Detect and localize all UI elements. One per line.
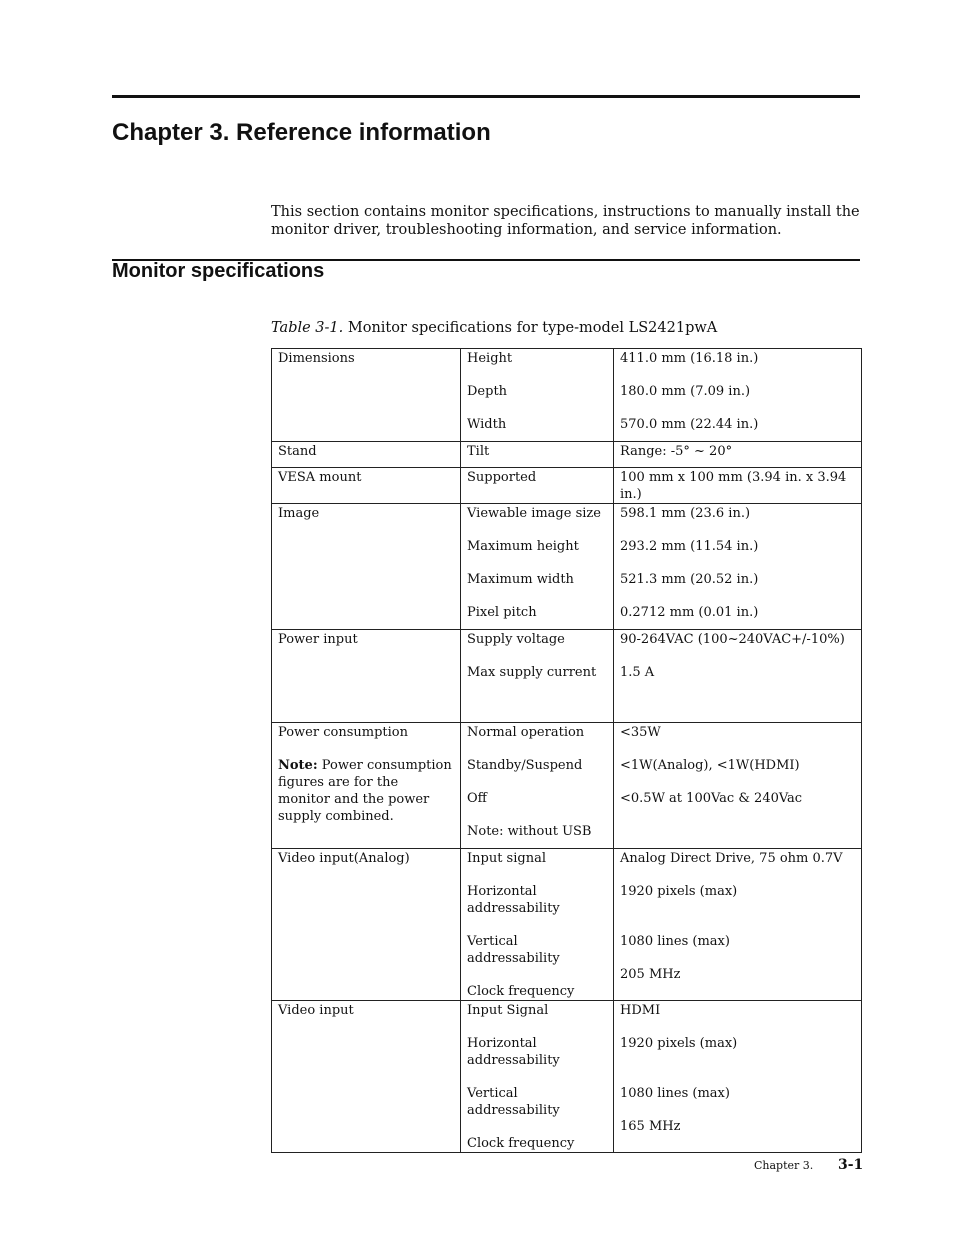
spec-label: Tilt [467, 444, 490, 459]
spec-value: 521.3 mm (20.52 in.) [620, 572, 759, 587]
power-note [278, 757, 454, 825]
page-number: 3-1 [838, 1157, 864, 1173]
footer-chapter-label: Chapter 3. [754, 1159, 814, 1172]
spec-value: 205 MHz [620, 967, 681, 982]
row-label-cell [461, 349, 614, 442]
spec-label: Clock frequency [467, 1136, 575, 1151]
spec-value: Range: -5° ~ 20° [620, 444, 733, 459]
spec-label: Horizontal addressability [467, 884, 560, 916]
row-name: Image [278, 506, 320, 521]
spec-table [271, 348, 862, 1153]
table-row [272, 504, 862, 630]
spec-value: 598.1 mm (23.6 in.) [620, 506, 751, 521]
spec-label: Input signal [467, 851, 546, 866]
table-caption [271, 319, 717, 337]
section-title: Monitor specifications [112, 260, 325, 282]
spec-label: Normal operation [467, 725, 585, 740]
spec-label: Horizontal addressability [467, 1036, 560, 1068]
row-name: Dimensions [278, 351, 355, 366]
spec-value: <35W [620, 725, 661, 740]
table-row [272, 349, 862, 442]
table-row [272, 1001, 862, 1153]
spec-value: 1920 pixels (max) [620, 1036, 738, 1051]
spec-label: Width [467, 417, 507, 432]
spec-value: Analog Direct Drive, 75 ohm 0.7V [620, 851, 843, 866]
spec-value: 293.2 mm (11.54 in.) [620, 539, 759, 554]
spec-label: Pixel pitch [467, 605, 537, 620]
spec-label: Off [467, 791, 487, 806]
row-name: Power input [278, 632, 358, 647]
spec-label: Viewable image size [467, 506, 601, 521]
table-row [272, 849, 862, 1001]
note-text: Power consumption figures are for the monitor and the power supply combined. [278, 758, 452, 824]
spec-value: HDMI [620, 1003, 661, 1018]
spec-value: 1920 pixels (max) [620, 884, 738, 899]
spec-label: Vertical addressability [467, 934, 560, 966]
spec-value: 570.0 mm (22.44 in.) [620, 417, 759, 432]
spec-value: <0.5W at 100Vac & 240Vac [620, 791, 803, 806]
usb-note: Note: without USB [467, 824, 592, 839]
chapter-title: Chapter 3. Reference information [112, 119, 491, 146]
spec-value: 1080 lines (max) [620, 1086, 730, 1101]
row-name: VESA mount [278, 470, 362, 485]
row-value-cell [614, 349, 862, 442]
spec-label: Height [467, 351, 513, 366]
spec-label: Maximum width [467, 572, 574, 587]
spec-value: 1.5 A [620, 665, 655, 680]
caption-label: Table 3-1. [271, 320, 344, 336]
intro-paragraph: This section contains monitor specifications, instructions to manually install the monitor driver, troubleshooting information, and service information. [271, 204, 860, 238]
spec-value: 0.2712 mm (0.01 in.) [620, 605, 759, 620]
spec-value: 180.0 mm (7.09 in.) [620, 384, 751, 399]
chapter-rule [112, 95, 860, 98]
spec-value: 165 MHz [620, 1119, 681, 1134]
spec-value: 411.0 mm (16.18 in.) [620, 351, 759, 366]
spec-value: 100 mm x 100 mm (3.94 in. x 3.94 in.) [620, 470, 847, 502]
spec-label: Standby/Suspend [467, 758, 583, 773]
spec-label: Supported [467, 470, 537, 485]
spec-value: 1080 lines (max) [620, 934, 730, 949]
spec-label: Depth [467, 384, 508, 399]
table-row [272, 468, 862, 504]
spec-value: 90-264VAC (100~240VAC+/-10%) [620, 632, 845, 647]
table-row [272, 442, 862, 468]
table-row [272, 723, 862, 849]
row-name: Power consumption [278, 725, 408, 740]
spec-label: Input Signal [467, 1003, 549, 1018]
row-name: Video input(Analog) [278, 851, 410, 866]
spec-label: Clock frequency [467, 984, 575, 999]
row-name: Video input [278, 1003, 354, 1018]
table-row [272, 630, 862, 723]
spec-value: <1W(Analog), <1W(HDMI) [620, 758, 800, 773]
row-name-cell [272, 349, 461, 442]
spec-label: Max supply current [467, 665, 597, 680]
spec-label: Supply voltage [467, 632, 565, 647]
spec-label: Maximum height [467, 539, 579, 554]
caption-text: Monitor specifications for type-model LS2421pwA [343, 320, 718, 336]
note-label: Note: [278, 758, 318, 773]
row-name: Stand [278, 444, 317, 459]
spec-label: Vertical addressability [467, 1086, 560, 1118]
